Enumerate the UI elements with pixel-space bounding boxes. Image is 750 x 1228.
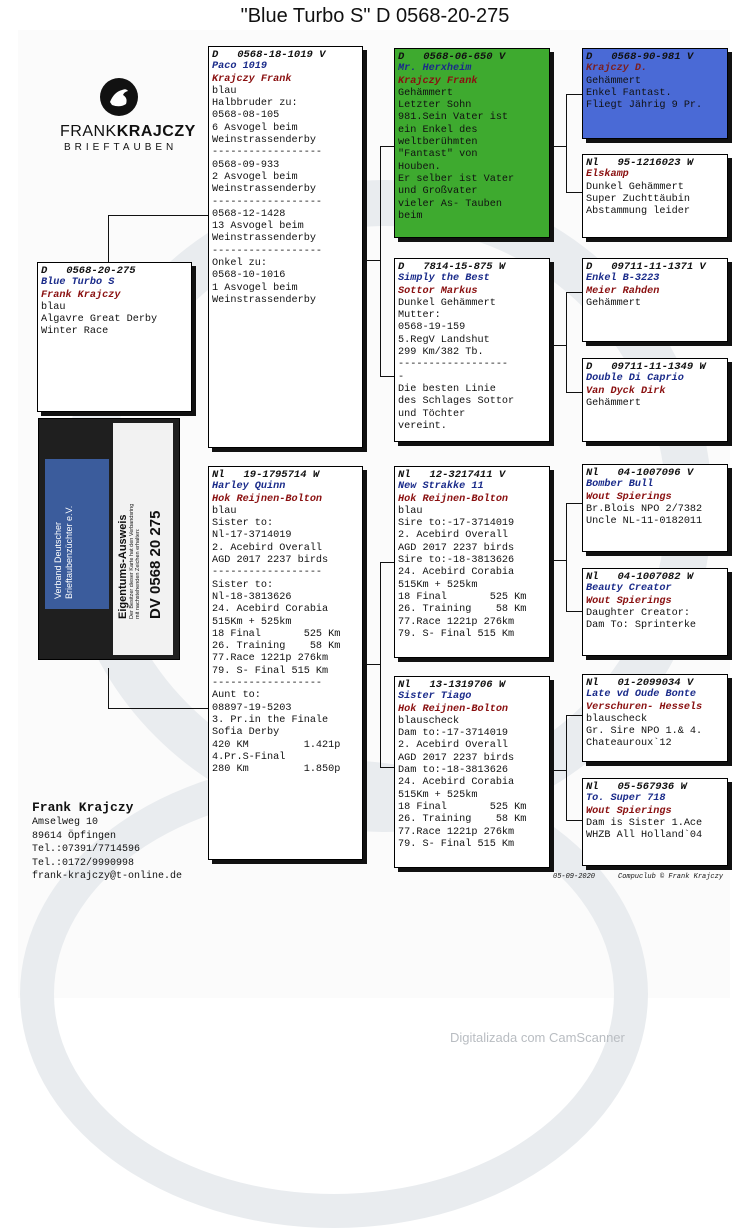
- ring-number: D 09711-11-1349 W: [586, 361, 706, 373]
- info-line: -: [398, 371, 405, 383]
- info-line: 26. Training 58 Km: [212, 641, 341, 653]
- breeder-name: Elskamp: [586, 169, 629, 181]
- info-line: Dam To: Sprinterke: [586, 620, 697, 632]
- info-line: 0568-09-933: [212, 159, 280, 171]
- connector: [566, 292, 567, 392]
- connector: [566, 292, 582, 293]
- pedigree-sdd: [582, 358, 728, 442]
- owner-city: 89614 Öpfingen: [32, 830, 117, 842]
- info-line: ------------------: [212, 678, 323, 690]
- pedigree-dam-sire: [394, 466, 550, 658]
- ring-number: Nl 04-1007082 W: [586, 571, 694, 583]
- pigeon-name: Harley Quinn: [212, 481, 286, 493]
- info-line: 18 Final 525 Km: [398, 591, 527, 603]
- info-line: 6 Asvogel beim: [212, 122, 298, 134]
- info-line: 77.Race 1221p 276km: [212, 653, 329, 665]
- breeder-name: Wout Spierings: [586, 805, 672, 817]
- info-line: Die besten Linie: [398, 383, 496, 395]
- info-line: AGD 2017 2237 birds: [398, 542, 515, 554]
- breeder-name: Krajczy Frank: [212, 73, 292, 85]
- info-line: blau: [212, 505, 237, 517]
- info-line: Nl-17-3714019: [212, 530, 292, 542]
- connector: [566, 715, 567, 820]
- info-line: 79. S- Final 515 Km: [398, 838, 515, 850]
- ownership-card: [38, 418, 180, 660]
- pigeon-name: Beauty Creator: [586, 583, 672, 595]
- breeder-name: Hok Reijnen-Bolton: [398, 493, 509, 505]
- connector: [108, 668, 109, 708]
- info-line: "Fantast" von: [398, 149, 478, 161]
- info-line: ------------------: [212, 245, 323, 257]
- brand-subtitle: BRIEFTAUBEN: [64, 142, 178, 153]
- owner-email: frank-krajczy@t-online.de: [32, 871, 183, 882]
- info-line: ------------------: [212, 147, 323, 159]
- info-line: Sofia Derby: [212, 727, 280, 739]
- info-line: blauscheck: [398, 715, 460, 727]
- breeder-name: Frank Krajczy: [41, 289, 121, 301]
- info-line: 420 KM 1.421p: [212, 739, 341, 751]
- card-association-band: [45, 459, 109, 609]
- connector: [364, 260, 380, 261]
- breeder-name: Van Dyck Dirk: [586, 385, 666, 397]
- breeder-name: Sottor Markus: [398, 285, 478, 297]
- ring-number: Nl 19-1795714 W: [212, 469, 320, 481]
- pigeon-name: Late vd Oude Bonte: [586, 689, 697, 701]
- footer-date: 05-09-2020: [553, 873, 596, 881]
- info-line: Aunt to:: [212, 690, 261, 702]
- connector: [566, 94, 567, 192]
- breeder-name: Verschuren- Hessels: [586, 701, 703, 713]
- info-line: Abstammung leider: [586, 206, 690, 218]
- info-line: Dam is Sister 1.Ace: [586, 817, 703, 829]
- connector: [380, 562, 381, 767]
- card-association: Verband Deutscher Brieftaubenzüchter e.V.: [53, 505, 74, 599]
- pigeon-name: New Strakke 11: [398, 481, 484, 493]
- info-line: Super Zuchttäubin: [586, 193, 690, 205]
- ring-number: Nl 13-1319706 W: [398, 679, 506, 691]
- info-line: Enkel Fantast.: [586, 87, 672, 99]
- connector: [552, 560, 566, 561]
- info-line: blau: [41, 301, 66, 313]
- pedigree-dss: [582, 464, 728, 552]
- pigeon-name: Paco 1019: [212, 61, 268, 73]
- connector: [380, 146, 381, 376]
- info-line: 2. Acebird Overall: [398, 530, 509, 542]
- pedigree-sire: [208, 46, 363, 448]
- info-line: 77.Race 1221p 276km: [398, 826, 515, 838]
- pedigree-ddd: [582, 778, 728, 866]
- owner-phone: Tel.:07391/7714596: [32, 844, 141, 855]
- info-line: Br.Blois NPO 2/7382: [586, 503, 703, 515]
- info-line: 0568-10-1016: [212, 270, 286, 282]
- pedigree-sds: [582, 258, 728, 342]
- info-line: und Großvater: [398, 186, 478, 198]
- info-line: 280 Km 1.850p: [212, 764, 341, 776]
- info-line: 2 Asvogel beim: [212, 171, 298, 183]
- owner-street: Amselweg 10: [32, 817, 99, 828]
- info-line: 1 Asvogel beim: [212, 282, 298, 294]
- connector: [566, 611, 582, 612]
- connector: [552, 146, 566, 147]
- info-line: Sire to:-18-3813626: [398, 555, 515, 567]
- info-line: beim: [398, 210, 423, 222]
- info-line: Gehämmert: [586, 297, 642, 309]
- connector: [380, 146, 394, 147]
- info-line: blau: [398, 505, 423, 517]
- card-text: Eigentums-Ausweis Der Besitzer dieser Karte hat den Verbandsring mit nachstehenden Zeichen erhalten: DV 0568 20 275: [117, 503, 164, 619]
- pedigree-dam: [208, 466, 363, 860]
- info-line: Chateauroux`12: [586, 738, 672, 750]
- info-line: Mutter:: [398, 310, 441, 322]
- info-line: WHZB All Holland`04: [586, 830, 703, 842]
- pigeon-name: Enkel B-3223: [586, 273, 660, 285]
- pigeon-name: To. Super 718: [586, 793, 666, 805]
- info-line: 2. Acebird Overall: [212, 542, 323, 554]
- info-line: 24. Acebird Corabia: [212, 604, 329, 616]
- info-line: Daughter Creator:: [586, 607, 690, 619]
- info-line: Sister to:: [212, 518, 274, 530]
- info-line: 26. Training 58 Km: [398, 814, 527, 826]
- info-line: Gr. Sire NPO 1.& 4.: [586, 726, 703, 738]
- ring-number: Nl 05-567936 W: [586, 781, 687, 793]
- footer-software: Compuclub © Frank Krajczy: [618, 873, 724, 881]
- connector: [552, 770, 566, 771]
- info-line: 08897-19-5203: [212, 702, 292, 714]
- ring-number: Nl 95-1216023 W: [586, 157, 694, 169]
- info-line: Weinstrassenderby: [212, 135, 316, 147]
- connector: [380, 562, 394, 563]
- owner-name: Frank Krajczy: [32, 800, 134, 815]
- pigeon-name: Blue Turbo S: [41, 277, 115, 289]
- ring-number: D 0568-20-275: [41, 265, 136, 277]
- breeder-name: Wout Spierings: [586, 491, 672, 503]
- info-line: Houben.: [398, 161, 441, 173]
- owner-mobile: Tel.:0172/9990998: [32, 857, 135, 869]
- info-line: ------------------: [212, 196, 323, 208]
- connector: [566, 503, 582, 504]
- breeder-name: Hok Reijnen-Bolton: [212, 493, 323, 505]
- pigeon-logo-icon: [100, 78, 138, 116]
- card-text-panel: [113, 423, 173, 655]
- info-line: 4.Pr.S-Final: [212, 751, 286, 763]
- pedigree-sss: [582, 48, 728, 139]
- info-line: blau: [212, 85, 237, 97]
- ring-number: D 0568-18-1019 V: [212, 49, 326, 61]
- info-line: AGD 2017 2237 birds: [398, 752, 515, 764]
- info-line: ------------------: [398, 359, 509, 371]
- info-line: 0568-08-105: [212, 110, 280, 122]
- info-line: ein Enkel des: [398, 124, 478, 136]
- page-title: "Blue Turbo S" D 0568-20-275: [240, 5, 510, 27]
- pedigree-ssd: [582, 154, 728, 238]
- info-line: Fliegt Jährig 9 Pr.: [586, 100, 703, 112]
- connector: [566, 715, 582, 716]
- info-line: 18 Final 525 Km: [398, 801, 527, 813]
- info-line: Weinstrassenderby: [212, 184, 316, 196]
- info-line: 3. Pr.in the Finale: [212, 714, 329, 726]
- info-line: und Töchter: [398, 408, 466, 420]
- connector: [566, 503, 567, 611]
- info-line: vereint.: [398, 420, 447, 432]
- info-line: Sire to:-17-3714019: [398, 518, 515, 530]
- info-line: 515Km + 525km: [398, 579, 478, 591]
- info-line: Onkel zu:: [212, 258, 268, 270]
- connector: [364, 664, 380, 665]
- ring-number: D 09711-11-1371 V: [586, 261, 706, 273]
- info-line: Algavre Great Derby: [41, 314, 158, 326]
- ring-number: Nl 04-1007096 V: [586, 467, 694, 479]
- info-line: Uncle NL-11-0182011: [586, 516, 703, 528]
- pigeon-name: Simply the Best: [398, 273, 490, 285]
- connector: [566, 392, 582, 393]
- breeder-name: Wout Spierings: [586, 595, 672, 607]
- info-line: Gehämmert: [586, 397, 642, 409]
- connector: [566, 820, 582, 821]
- info-line: 0568-12-1428: [212, 208, 286, 220]
- ring-number: D 0568-06-650 V: [398, 51, 506, 63]
- info-line: Weinstrassenderby: [212, 233, 316, 245]
- info-line: Halbbruder zu:: [212, 98, 298, 110]
- info-line: Dunkel Gehämmert: [398, 297, 496, 309]
- breeder-name: Meier Rahden: [586, 285, 660, 297]
- pigeon-name: Bomber Bull: [586, 479, 654, 491]
- info-line: Dam to:-17-3714019: [398, 728, 509, 740]
- info-line: Winter Race: [41, 326, 109, 338]
- info-line: 26. Training 58 Km: [398, 604, 527, 616]
- info-line: 515Km + 525km: [212, 616, 292, 628]
- info-line: 24. Acebird Corabia: [398, 567, 515, 579]
- info-line: 981.Sein Vater ist: [398, 112, 509, 124]
- breeder-name: Hok Reijnen-Bolton: [398, 703, 509, 715]
- pedigree-dsd: [582, 568, 728, 656]
- info-line: 79. S- Final 515 Km: [212, 665, 329, 677]
- info-line: 79. S- Final 515 Km: [398, 628, 515, 640]
- pigeon-name: Sister Tiago: [398, 691, 472, 703]
- connector: [108, 215, 210, 216]
- info-line: 0568-19-159: [398, 322, 466, 334]
- pedigree-main: [37, 262, 192, 412]
- info-line: weltberühmten: [398, 137, 478, 149]
- ring-number: D 7814-15-875 W: [398, 261, 506, 273]
- brand-name: FRANKKRAJCZY: [60, 123, 196, 140]
- pedigree-sire-sire: [394, 48, 550, 238]
- pedigree-dds: [582, 674, 728, 762]
- info-line: vieler As- Tauben: [398, 198, 502, 210]
- connector: [566, 94, 582, 95]
- breeder-name: Krajczy Frank: [398, 75, 478, 87]
- pedigree-sire-dam: [394, 258, 550, 442]
- owner-contact: [32, 800, 182, 884]
- pedigree-dam-dam: [394, 676, 550, 868]
- info-line: ------------------: [212, 567, 323, 579]
- info-line: 24. Acebird Corabia: [398, 777, 515, 789]
- connector: [552, 345, 566, 346]
- scanner-watermark: Digitalizada com CamScanner: [450, 1030, 625, 1045]
- ring-number: D 0568-90-981 V: [586, 51, 694, 63]
- connector: [566, 192, 582, 193]
- connector: [108, 708, 210, 709]
- info-line: AGD 2017 2237 birds: [212, 555, 329, 567]
- ring-number: Nl 01-2099034 V: [586, 677, 694, 689]
- info-line: des Schlages Sottor: [398, 396, 515, 408]
- info-line: 299 Km/382 Tb.: [398, 347, 484, 359]
- info-line: 5.RegV Landshut: [398, 334, 490, 346]
- info-line: blauscheck: [586, 713, 648, 725]
- info-line: Gehämmert: [586, 75, 642, 87]
- info-line: 77.Race 1221p 276km: [398, 616, 515, 628]
- info-line: Dam to:-18-3813626: [398, 765, 509, 777]
- connector: [380, 376, 394, 377]
- breeder-name: Krajczy D.: [586, 63, 648, 75]
- info-line: Weinstrassenderby: [212, 294, 316, 306]
- info-line: Er selber ist Vater: [398, 173, 515, 185]
- info-line: Nl-18-3813626: [212, 591, 292, 603]
- info-line: Dunkel Gehämmert: [586, 181, 684, 193]
- info-line: 515Km + 525km: [398, 789, 478, 801]
- info-line: 2. Acebird Overall: [398, 740, 509, 752]
- ring-number: Nl 12-3217411 V: [398, 469, 506, 481]
- info-line: Gehämmert: [398, 87, 454, 99]
- info-line: Letzter Sohn: [398, 100, 472, 112]
- pigeon-name: Mr. Herxheim: [398, 63, 472, 75]
- connector: [108, 215, 109, 262]
- info-line: 13 Asvogel beim: [212, 221, 304, 233]
- info-line: Sister to:: [212, 579, 274, 591]
- info-line: 18 Final 525 Km: [212, 628, 341, 640]
- pigeon-name: Double Di Caprio: [586, 373, 684, 385]
- connector: [380, 767, 394, 768]
